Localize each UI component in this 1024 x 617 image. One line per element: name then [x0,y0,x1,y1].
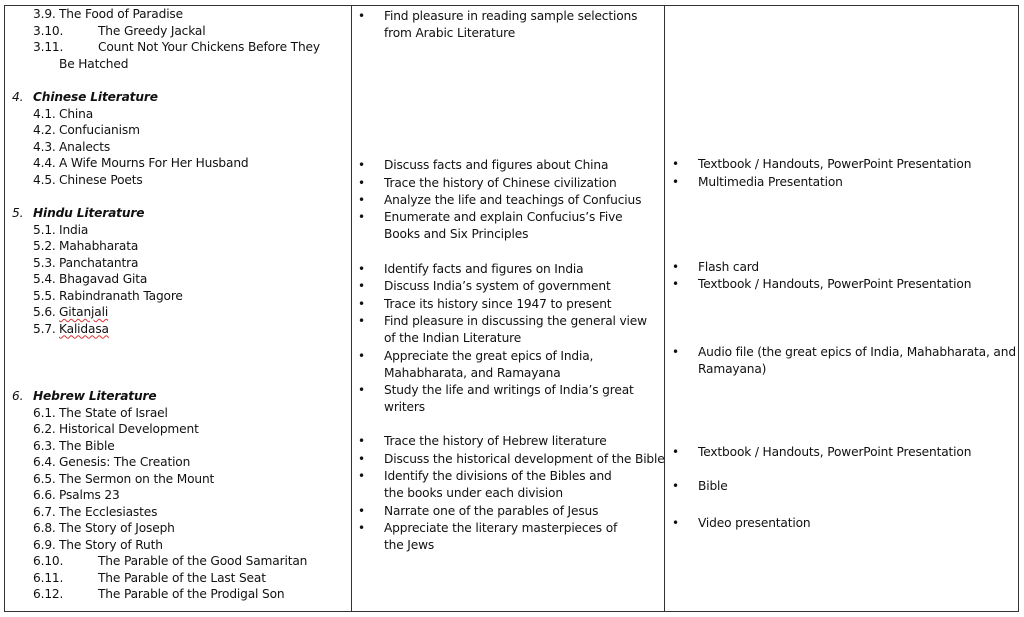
topic-item [33,139,110,156]
text-span: Chinese Literature [33,90,158,104]
text-span: 3.10. [33,23,64,38]
text-span: 4.2. [33,123,56,137]
text-span: The Bible [59,438,115,453]
bullet-icon: • [672,260,679,274]
topic-item [33,438,115,455]
topic-item-continuation: Be Hatched [59,56,129,71]
text-span: China [59,106,94,121]
text-span: The Sermon on the Mount [59,471,215,486]
bullet-icon: • [672,345,679,359]
section-heading [12,388,156,405]
topic-item [33,553,307,570]
text-span: Discuss India’s system of government [384,279,611,293]
bullet-icon: • [358,349,365,363]
spellcheck-flagged-word: Kalidasa [59,321,109,336]
text-span: Genesis: The Creation [59,455,191,469]
text-span: 6.11. [33,570,64,585]
topic-item [33,421,199,438]
section-heading [12,205,144,222]
text-span: Textbook / Handouts, PowerPoint Presentation [698,157,972,171]
topic-item [33,321,109,338]
spellcheck-flagged-word: Gitanjali [59,305,109,319]
text-span: Appreciate the literary masterpieces of the Jews [384,521,618,552]
text-span: A Wife Mourns For Her Husband [59,156,249,170]
text-span: Narrate one of the parables of Jesus [384,504,599,518]
text-span: Textbook / Handouts, PowerPoint Presentation [698,445,972,459]
text-span: India [59,222,89,237]
bullet-icon: • [358,314,365,328]
text-span: 5.1. [33,222,56,237]
text-span: Find pleasure in reading sample selections from Arabic Literature [384,9,638,40]
text-span: 5. [12,206,24,220]
text-span: Rabindranath Tagore [59,288,183,303]
text-span: 4.5. [33,172,56,187]
topic-item [33,6,183,23]
text-span: Bhagavad Gita [59,272,148,286]
text-span: 6.7. [33,504,56,519]
section-heading [12,89,158,106]
topic-item [33,23,205,40]
topic-item [33,238,138,255]
bullet-icon: • [358,193,365,207]
text-span: Analyze the life and teachings of Confucius [384,193,642,207]
lesson-plan-table [4,5,1019,612]
topic-item [33,570,266,587]
bullet-icon: • [358,452,365,466]
text-span: Historical Development [59,422,199,436]
topic-item [33,222,88,239]
topic-item [33,155,249,172]
text-span: Trace its history since 1947 to present [384,297,612,311]
text-span: Confucianism [59,123,140,137]
text-span: Multimedia Presentation [698,175,843,189]
text-span: 6.10. [33,554,64,568]
text-span: 3.11. [33,40,64,54]
topic-item [33,122,140,139]
text-span: Trace the history of Chinese civilization [384,176,617,190]
text-span: Find pleasure in discussing the general view of the Indian Literature [384,314,647,345]
topics-column [5,6,352,611]
text-span: Count Not Your Chickens Before They [98,40,320,54]
text-span: Trace the history of Hebrew literature [384,434,607,448]
text-span: The Parable of the Prodigal Son [98,587,285,601]
topic-item [33,454,190,471]
bullet-icon: • [672,157,679,171]
text-span: 5.6. [33,305,56,319]
bullet-icon: • [672,479,679,493]
bullet-icon: • [358,521,365,535]
text-span: Appreciate the great epics of India, Mahabharata, and Ramayana [384,349,594,380]
text-span: 5.2. [33,239,56,253]
topic-item [33,304,108,321]
bullet-icon: • [358,158,365,172]
text-span: Bible [698,479,728,493]
topic-item [33,106,93,123]
bullet-icon: • [358,176,365,190]
text-span: 3.9. [33,7,56,21]
text-span: Audio file (the great epics of India, Mahabharata, and Ramayana) [698,345,1016,376]
text-span: The Greedy Jackal [98,23,206,38]
topic-item [33,504,157,521]
bullet-icon: • [358,262,365,276]
topic-item [33,471,214,488]
text-span: 6.8. [33,521,56,535]
bullet-icon: • [672,516,679,530]
text-span: 6. [12,389,24,403]
text-span: Panchatantra [59,255,139,270]
text-span: 5.3. [33,255,56,270]
bullet-icon: • [672,175,679,189]
text-span: Flash card [698,260,760,274]
text-span: Chinese Poets [59,172,143,187]
text-span: Discuss facts and figures about China [384,158,609,172]
topic-item [33,487,120,504]
text-span: Analects [59,139,111,154]
text-span: 5.5. [33,288,56,303]
text-span: Study the life and writings of India’s great writers [384,383,634,414]
bullet-icon: • [358,279,365,293]
text-span: 6.5. [33,471,56,486]
text-span: The Story of Ruth [59,537,163,552]
text-span: 4. [12,90,24,104]
topic-item [33,39,320,56]
text-span: The Ecclesiastes [59,504,158,519]
bullet-icon: • [358,504,365,518]
text-span: 5.7. [33,321,56,336]
text-span: Hebrew Literature [33,389,157,403]
text-span: 6.3. [33,438,56,453]
topic-item [33,172,143,189]
bullet-icon: • [358,9,365,23]
text-span: The Parable of the Last Seat [98,570,266,585]
bullet-icon: • [358,210,365,224]
topic-item [33,255,138,272]
bullet-icon: • [358,434,365,448]
materials-column [664,6,1018,611]
text-span: 4.3. [33,139,56,154]
topic-item [33,288,183,305]
bullet-icon: • [672,277,679,291]
text-span: 4.1. [33,106,56,121]
text-span: The Food of Paradise [59,7,183,21]
text-span: 6.6. [33,488,56,502]
text-span: The Story of Joseph [59,521,175,535]
text-span: Textbook / Handouts, PowerPoint Presentation [698,277,972,291]
topic-item [33,537,163,554]
text-span: 6.9. [33,537,56,552]
topic-item [33,405,168,422]
bullet-icon: • [672,445,679,459]
text-span: Enumerate and explain Confucius’s Five Books and Six Principles [384,210,623,241]
bullet-icon: • [358,383,365,397]
text-span: Discuss the historical development of the Bible [384,452,665,466]
text-span: Video presentation [698,516,811,530]
text-span: The State of Israel [59,405,168,420]
text-span: Identify facts and figures on India [384,262,584,276]
topic-item [33,520,175,537]
text-span: 5.4. [33,272,56,286]
text-span: 6.12. [33,587,64,601]
text-span: Mahabharata [59,239,139,253]
text-span: Hindu Literature [33,206,145,220]
text-span: Psalms 23 [59,488,120,502]
text-span: Identify the divisions of the Bibles and the books under each division [384,469,612,500]
text-span: 6.1. [33,405,56,420]
bullet-icon: • [358,297,365,311]
text-span: The Parable of the Good Samaritan [98,554,308,568]
text-span: 6.4. [33,455,56,469]
bullet-icon: • [358,469,365,483]
objectives-column [351,6,665,611]
text-span: 4.4. [33,156,56,170]
topic-item [33,586,284,603]
text-span: 6.2. [33,422,56,436]
topic-item [33,271,147,288]
